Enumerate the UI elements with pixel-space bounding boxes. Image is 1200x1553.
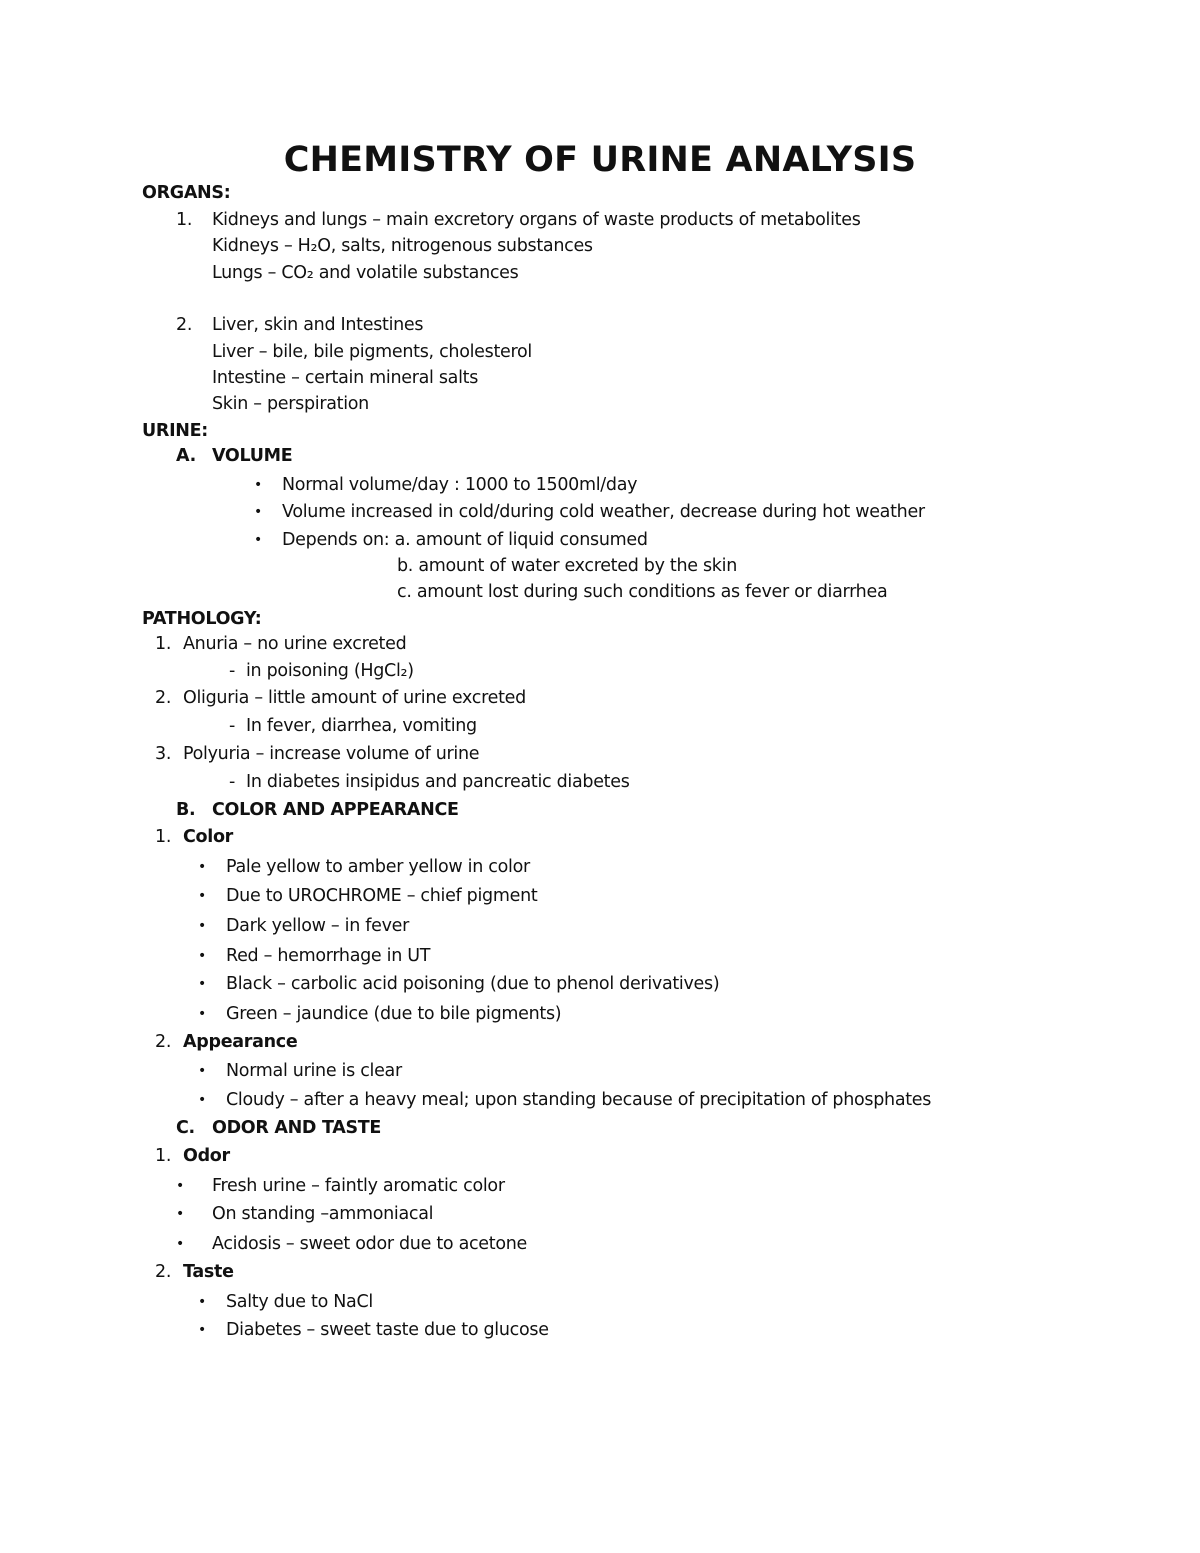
bullet-icon: • [198, 976, 206, 992]
bullet-icon: • [198, 948, 206, 964]
volume-depends-sub: b. amount of water excreted by the skin [397, 556, 737, 576]
organs-item-2-line: Intestine – certain mineral salts [212, 368, 479, 388]
document-title: CHEMISTRY OF URINE ANALYSIS [283, 140, 917, 180]
organs-item-1-line: Kidneys and lungs – main excretory organs of waste products of metabolites [212, 210, 861, 230]
bullet-icon: • [198, 888, 206, 904]
bullet-icon: • [176, 1206, 184, 1222]
odor-bullet: Fresh urine – faintly aromatic color [212, 1176, 505, 1196]
bullet-icon: • [176, 1236, 184, 1252]
taste-bullet: Diabetes – sweet taste due to glucose [226, 1320, 549, 1340]
organs-item-1-line: Kidneys – H₂O, salts, nitrogenous substances [212, 236, 593, 256]
bullet-icon: • [198, 1092, 206, 1108]
pathology-number: 2. [155, 688, 172, 708]
color-bullet: Due to UROCHROME – chief pigment [226, 886, 538, 906]
odor-bullet: On standing –ammoniacal [212, 1204, 434, 1224]
color-bullet: Green – jaundice (due to bile pigments) [226, 1004, 562, 1024]
pathology-item: Polyuria – increase volume of urine [183, 744, 480, 764]
appearance-bullet: Normal urine is clear [226, 1061, 402, 1081]
organs-item-1-number: 1. [176, 210, 193, 230]
bullet-icon: • [198, 1006, 206, 1022]
organs-item-2-line: Liver – bile, bile pigments, cholesterol [212, 342, 532, 362]
odor-taste-letter: C. [176, 1118, 195, 1138]
organs-item-2-number: 2. [176, 315, 193, 335]
volume-bullet: Normal volume/day : 1000 to 1500ml/day [282, 475, 638, 495]
appearance-number: 2. [155, 1032, 172, 1052]
color-bullet: Red – hemorrhage in UT [226, 946, 431, 966]
appearance-heading: Appearance [183, 1032, 298, 1052]
pathology-heading: PATHOLOGY: [142, 609, 262, 629]
color-bullet: Dark yellow – in fever [226, 916, 409, 936]
volume-depends-sub: c. amount lost during such conditions as fever or diarrhea [397, 582, 888, 602]
odor-heading: Odor [183, 1146, 230, 1166]
color-heading: Color [183, 827, 234, 847]
pathology-item: Oliguria – little amount of urine excreted [183, 688, 526, 708]
bullet-icon: • [198, 1294, 206, 1310]
pathology-detail: In diabetes insipidus and pancreatic diabetes [246, 772, 630, 792]
organs-heading: ORGANS: [142, 183, 231, 203]
volume-heading: VOLUME [212, 446, 293, 466]
odor-number: 1. [155, 1146, 172, 1166]
bullet-icon: • [198, 918, 206, 934]
appearance-bullet: Cloudy – after a heavy meal; upon standing because of precipitation of phosphates [226, 1090, 932, 1110]
volume-letter: A. [176, 446, 196, 466]
organs-item-1-line: Lungs – CO₂ and volatile substances [212, 263, 519, 283]
bullet-icon: • [254, 477, 262, 493]
color-number: 1. [155, 827, 172, 847]
pathology-item: Anuria – no urine excreted [183, 634, 407, 654]
pathology-dash: - [229, 772, 236, 792]
odor-bullet: Acidosis – sweet odor due to acetone [212, 1234, 528, 1254]
pathology-number: 1. [155, 634, 172, 654]
pathology-dash: - [229, 716, 236, 736]
pathology-detail: in poisoning (HgCl₂) [246, 661, 414, 681]
bullet-icon: • [198, 1063, 206, 1079]
bullet-icon: • [254, 532, 262, 548]
pathology-detail: In fever, diarrhea, vomiting [246, 716, 477, 736]
organs-item-2-line: Skin – perspiration [212, 394, 369, 414]
bullet-icon: • [198, 1322, 206, 1338]
bullet-icon: • [176, 1178, 184, 1194]
taste-number: 2. [155, 1262, 172, 1282]
odor-taste-heading: ODOR AND TASTE [212, 1118, 382, 1138]
color-appearance-letter: B. [176, 800, 196, 820]
volume-bullet: Volume increased in cold/during cold weather, decrease during hot weather [282, 502, 925, 522]
bullet-icon: • [198, 859, 206, 875]
pathology-dash: - [229, 661, 236, 681]
color-appearance-heading: COLOR AND APPEARANCE [212, 800, 459, 820]
organs-item-2-line: Liver, skin and Intestines [212, 315, 424, 335]
bullet-icon: • [254, 504, 262, 520]
urine-heading: URINE: [142, 421, 208, 441]
taste-bullet: Salty due to NaCl [226, 1292, 373, 1312]
volume-bullet: Depends on: a. amount of liquid consumed [282, 530, 648, 550]
color-bullet: Black – carbolic acid poisoning (due to phenol derivatives) [226, 974, 720, 994]
color-bullet: Pale yellow to amber yellow in color [226, 857, 530, 877]
pathology-number: 3. [155, 744, 172, 764]
taste-heading: Taste [183, 1262, 234, 1282]
